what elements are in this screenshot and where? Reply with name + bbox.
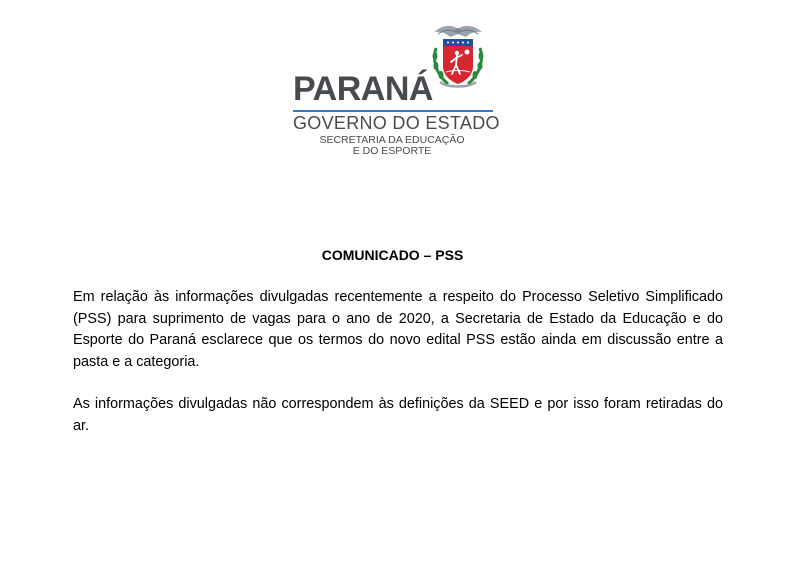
logo-accent-line — [293, 110, 493, 112]
logo-wordmark: PARANÁ — [293, 70, 433, 108]
logo-secretariat-text — [312, 135, 472, 157]
paragraph-1: Em relação às informações divulgadas recentemente a respeito do Processo Seletivo Simplificado (PSS) para suprimento de vagas para o ano de 2020, a Secretaria de Estado da Educação e do Esporte do Paraná esclarece que os termos do novo edital PSS estão ainda em discussão entre a pasta e a categoria. — [73, 289, 723, 370]
parana-coat-of-arms-icon — [426, 22, 490, 90]
document-heading: COMUNICADO – PSS — [321, 247, 464, 263]
logo-secretariat-line-2: E DO ESPORTE — [352, 145, 432, 157]
government-logo — [290, 22, 500, 157]
logo-government-text: GOVERNO DO ESTADO — [293, 113, 500, 133]
paragraph-2: As informações divulgadas não correspondem às definições da SEED e por isso foram retiradas do ar. — [73, 396, 723, 434]
logo-secretariat-line-1: SECRETARIA DA EDUCAÇÃO — [319, 134, 465, 146]
